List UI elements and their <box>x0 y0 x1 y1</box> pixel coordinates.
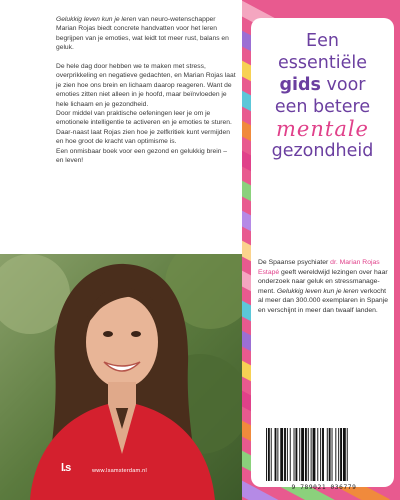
headline-script-word: mentale <box>276 117 369 141</box>
barcode-bar <box>299 428 300 481</box>
barcode-bar <box>271 428 272 481</box>
blurb-paragraph-2: De hele dag door hebben we te maken met stress, overprikkeling en negatieve gedachten, en Marian Rojas laat je zien hoe ons brein en lichaam daarop reageren. Want de emoties zitten niet alleen in je hoofd, maar beïnvloeden je hele lichaam en je gezondheid. <box>56 63 236 108</box>
barcode-bar <box>317 428 318 481</box>
author-photo-illustration <box>0 254 242 500</box>
barcode-bar <box>322 428 324 481</box>
barcode-bar <box>301 428 304 481</box>
barcode-bar <box>329 428 331 481</box>
book-blurb <box>56 15 236 165</box>
headline-line-1: Een <box>306 31 339 51</box>
headline-line-2: essentiële <box>278 53 367 73</box>
headline-line-6: gezondheid <box>271 141 374 161</box>
cover-headline <box>251 30 394 162</box>
barcode-bar <box>305 428 307 481</box>
barcode-bar <box>335 428 336 481</box>
barcode-bar <box>313 428 316 481</box>
barcode-bar <box>277 428 278 481</box>
author-bio-intro: De Spaanse psychiater <box>258 259 331 266</box>
barcode-bar <box>343 428 346 481</box>
barcode-bar <box>280 428 283 481</box>
barcode-bar <box>266 428 267 481</box>
barcode-bar <box>287 428 288 481</box>
blurb-paragraph-4: Een onmisbaar boek voor een gezond en gelukkig brein – en leven! <box>56 147 228 165</box>
blurb-paragraph-3: Door middel van praktische oefeningen leer je om je emotionele intelligentie te activeren en je emoties te sturen. Daar-naast laat Rojas zien hoe je zelfkritiek kunt vermijden en hoe groot de kracht van optimisme is. <box>56 110 232 146</box>
barcode-bar <box>290 428 291 481</box>
headline-line-3-rest: voor <box>320 75 366 95</box>
headline-line-4: een betere <box>274 97 371 117</box>
barcode-bar <box>284 428 286 481</box>
barcode-bar <box>327 428 328 481</box>
barcode-bar <box>275 428 277 481</box>
blurb-book-title: Gelukkig leven kun je leren <box>56 16 137 23</box>
author-name: dr. Marian Rojas Estapé <box>258 259 380 276</box>
barcode-bar <box>268 428 270 481</box>
barcode-bar <box>311 428 312 481</box>
barcode-bar <box>332 428 333 481</box>
blurb-intro-text: van neuro-wetenschapper Marian Rojas biedt concrete handvatten voor het leren begrijpen van je emoties, wat leidt tot meer rust, balans en geluk. <box>56 16 229 52</box>
publisher-logo: l.s <box>61 462 71 474</box>
barcode-bar <box>340 428 342 481</box>
headline-line-3 <box>251 74 394 96</box>
author-bio-text-2: verkocht al meer dan 300.000 exemplaren in Spanje en verschijnt in meer dan twaalf landen. <box>258 287 388 314</box>
barcode-bar <box>338 428 339 481</box>
isbn-barcode <box>260 426 388 483</box>
author-bio <box>258 258 388 316</box>
author-bio-book-title: Gelukkig leven kun je leren <box>276 287 359 295</box>
author-bio-text-1: geeft wereldwijd lezingen over haar onderzoek naar geluk en stressmanage-ment. <box>258 268 388 295</box>
barcode-bar <box>308 428 309 481</box>
barcode-bar <box>294 428 295 481</box>
publisher-url[interactable]: www.lsamsterdam.nl <box>92 468 147 474</box>
isbn-number: 9 789021 036779 <box>291 484 357 491</box>
author-photo <box>0 254 242 500</box>
barcode-bar <box>320 428 321 481</box>
headline-bold-word: gids <box>279 75 321 95</box>
blurb-paragraph-1 <box>56 15 236 53</box>
barcode-bar <box>295 428 297 481</box>
barcode-bar <box>347 428 348 481</box>
